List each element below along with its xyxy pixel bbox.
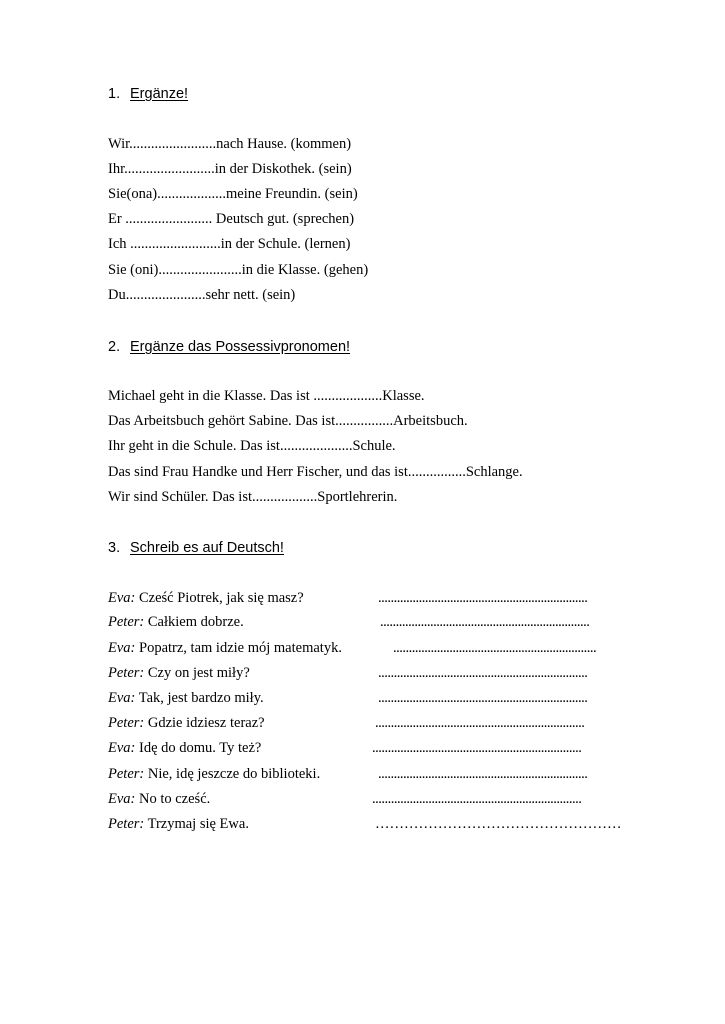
speaker-label: Peter:: [108, 715, 145, 731]
dialogue-line-10: [108, 816, 249, 833]
section-3-number: 3.: [108, 540, 121, 556]
exercise-2-line-1: Michael geht in die Klasse. Das ist ...................Klasse.: [108, 388, 425, 404]
dialogue-line-4: [108, 665, 250, 682]
section-3-title: Schreib es auf Deutsch!: [130, 540, 284, 556]
section-1-heading: [108, 86, 188, 102]
section-1-number: 1.: [108, 86, 121, 102]
exercise-2-line-3: Ihr geht in die Schule. Das ist....................Schule.: [108, 438, 396, 454]
speaker-label: Peter:: [108, 614, 145, 630]
speaker-label: Eva:: [108, 690, 136, 706]
answer-blank-3: .................................................................: [393, 640, 597, 656]
dialogue-line-3: [108, 640, 342, 657]
exercise-1-line-6: Sie (oni).......................in die Klasse. (gehen): [108, 262, 369, 278]
section-2-heading: [108, 339, 350, 355]
exercise-2-line-5: Wir sind Schüler. Das ist..................Sportlehrerin.: [108, 489, 398, 505]
answer-blank-10: ……………………………………………: [375, 816, 622, 832]
dialogue-text: Cześć Piotrek, jak się masz?: [135, 590, 304, 606]
answer-blank-5: ...................................................................: [378, 690, 588, 706]
dialogue-line-1: [108, 590, 304, 607]
exercise-2-line-2: Das Arbeitsbuch gehört Sabine. Das ist................Arbeitsbuch.: [108, 413, 468, 429]
dialogue-text: Idę do domu. Ty też?: [135, 740, 262, 756]
section-2-number: 2.: [108, 339, 121, 355]
section-3-heading: [108, 540, 284, 556]
answer-blank-2: ...................................................................: [380, 614, 590, 630]
exercise-1-line-1: Wir........................nach Hause. (kommen): [108, 136, 352, 152]
dialogue-text: No to cześć.: [135, 791, 211, 807]
dialogue-line-6: [108, 715, 265, 732]
dialogue-text: Całkiem dobrze.: [144, 614, 244, 630]
dialogue-text: Tak, jest bardzo miły.: [135, 690, 264, 706]
dialogue-text: Popatrz, tam idzie mój matematyk.: [135, 640, 342, 656]
exercise-1-line-5: Ich .........................in der Schule. (lernen): [108, 236, 351, 252]
dialogue-line-2: [108, 614, 244, 631]
speaker-label: Peter:: [108, 766, 145, 782]
dialogue-line-9: [108, 791, 210, 808]
answer-blank-9: ...................................................................: [372, 791, 582, 807]
answer-blank-8: ...................................................................: [378, 766, 588, 782]
dialogue-line-5: [108, 690, 264, 707]
answer-blank-1: ...................................................................: [378, 590, 588, 606]
section-1-title: Ergänze!: [130, 86, 189, 102]
dialogue-text: Trzymaj się Ewa.: [144, 816, 249, 832]
speaker-label: Eva:: [108, 640, 136, 656]
speaker-label: Peter:: [108, 665, 145, 681]
dialogue-line-8: [108, 766, 320, 783]
exercise-1-line-2: Ihr.........................in der Diskothek. (sein): [108, 161, 352, 177]
speaker-label: Peter:: [108, 816, 145, 832]
answer-blank-6: ...................................................................: [375, 715, 585, 731]
exercise-2-line-4: Das sind Frau Handke und Herr Fischer, und das ist................Schlange.: [108, 464, 523, 480]
exercise-1-line-7: Du......................sehr nett. (sein): [108, 287, 296, 303]
section-2-title: Ergänze das Possessivpronomen!: [130, 339, 351, 355]
dialogue-text: Czy on jest miły?: [144, 665, 250, 681]
speaker-label: Eva:: [108, 590, 136, 606]
answer-blank-7: ...................................................................: [372, 740, 582, 756]
exercise-1-line-4: Er ........................ Deutsch gut. (sprechen): [108, 211, 355, 227]
speaker-label: Eva:: [108, 740, 136, 756]
dialogue-text: Gdzie idziesz teraz?: [144, 715, 265, 731]
dialogue-text: Nie, idę jeszcze do biblioteki.: [144, 766, 321, 782]
exercise-1-line-3: Sie(ona)...................meine Freundin. (sein): [108, 186, 358, 202]
speaker-label: Eva:: [108, 791, 136, 807]
answer-blank-4: ...................................................................: [378, 665, 588, 681]
dialogue-line-7: [108, 740, 261, 757]
